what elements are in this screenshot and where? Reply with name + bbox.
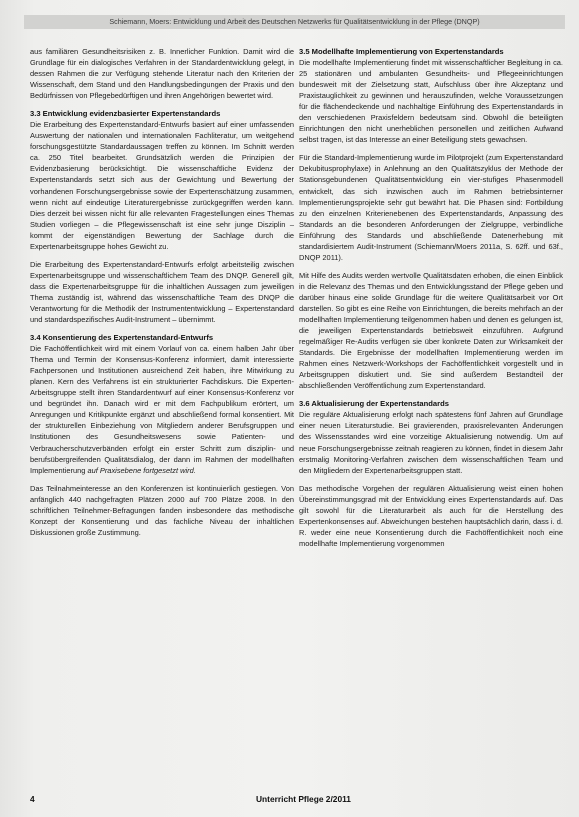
paragraph: Die reguläre Aktualisierung erfolgt nach spätestens fünf Jahren auf Grundlage einer neuen Literaturstudie. Bei gravierenden, praxisrelevanten Änderungen des Wissensstandes wird eine vorzeitige Aktualisierung notwendig. Um auf neue Forschungsergebnisse zeitnah reagieren zu können, findet in diesem Jahr erstmalig Monitoring-Verfahren zwischen dem wissenschaftlichen Team und den Mitgliedern der Expertenarbeitsgruppen statt.	[299, 410, 563, 475]
section-heading-3-4: 3.4 Konsentierung des Expertenstandard-Entwurfs	[30, 333, 214, 343]
paragraph: Die Erarbeitung des Expertenstandard-Entwurfs erfolgt arbeitsteilig zwischen Expertenarbeitsgruppe und wissenschaftlichem Team des DNQP. Generell gilt, dass die Expertenarbeitsgruppe für die inhaltlichen Aussagen zum jeweiligen Thema zuständig ist, während das wissenschaftliche Team des DNQP die Verantwortung für die Methodik der Instrumententwicklung – Expertenstandard und standardspezifisches Audit-Instrument – übernimmt.	[30, 259, 294, 325]
running-header-text: Schiemann, Moers: Entwicklung und Arbeit des Deutschen Netzwerks für Qualitätsentwicklung in der Pflege (DNQP)	[109, 17, 480, 26]
paragraph: Für die Standard-Implementierung wurde im Pilotprojekt (zum Expertenstandard Dekubitusprophylaxe) in Anlehnung an den Qualitätszyklus der Methode der Stationsgebundenen Qualitätsentwicklung ein vier-stufiges Phasenmodell entwickelt, das sich inzwischen auch im Rahmen betriebsinterner Implementierungsprojekte sehr gut bewährt hat. Die Phasen sind: Fortbildung zu den einzelnen Kriterienebenen des Expertenstandards, Anpassung des Standards an die besonderen Anforderungen der Zielgruppe, verbindliche Einführung des Standards und abschließende Datenerhebung mit standardisiertem Audit-Instrument (Schiemann/Moers 2011a, S. 62ff. und 63f., DNQP 2011).	[299, 153, 563, 262]
section-heading-3-3: 3.3 Entwicklung evidenzbasierter Expertenstandards	[30, 109, 221, 119]
paragraph: Das methodische Vorgehen der regulären Aktualisierung weist einen hohen Übereinstimmungsgrad mit der Entwicklung eines Expertenstandards auf. Das gilt sowohl für die Literaturarbeit als auch für die Herstellung des Expertenkonsenses auf. Abweichungen bestehen hauptsächlich darin, dass i. d. R. weder eine neue Konsentierung durch die Fachöffentlichkeit noch eine modellhafte Implementierung vorgenommen	[299, 483, 563, 548]
paragraph: aus familiären Gesundheitsrisiken z. B. Innerlicher Funktion. Damit wird die Grundlage für ein dialogisches Verfahren in der Standardentwicklung gelegt, in dessen Rahmen die zur Verfügung stehende Literatur nach den Kriterien der Wissenschaft, dem Stand und den Handlungsbedingungen der Praxis und den Bedürfnissen von Pflegebedürftigen und ihren Angehörigen bewertet wird.	[30, 47, 294, 101]
paragraph: Die Erarbeitung des Expertenstandard-Entwurfs basiert auf einer umfassenden Auswertung der nationalen und internationalen Fachliteratur, um weitgehend forschungsgestützte Standardaussagen treffen zu können. Im Schnitt werden ca. 250 Titel bearbeitet. Grundsätzlich werden die Prinzipien der Evidenzbasierung berücksichtigt. Die wissenschaftliche Evidenz der Expertenstandards setzt sich aus der Gewichtung und Bewertung der vorhandenen Forschungsergebnisse sowie der Expertenschätzung zusammen, wenn nicht auf eindeutige Literaturergebnisse zurückgegriffen werden kann. Dies derzeit bei wissen nicht für alle relevanten Fragestellungen eines Themas Studien vorliegen – die Pflegewissenschaft ist eine sehr junge Disziplin – kommt der eigenständigen Bewertung der Sachlage durch die Expertenarbeitsgruppe hohes Gewicht zu.	[30, 120, 294, 251]
journal-issue: Unterricht Pflege 2/2011	[256, 794, 351, 804]
paragraph: Das Teilnahmeinteresse an den Konferenzen ist kontinuierlich gestiegen. Von anfänglich 440 nachgefragten Plätzen 2000 auf 700 Plätze 2008. In den schriftlichen Teilnehmer-Befragungen fanden insbesondere das methodische Konzept der Konsentierung und das fachliche Niveau der inhaltlichen Diskussionen große Zustimmung.	[30, 483, 294, 537]
section-heading-3-5: 3.5 Modellhafte Implementierung von Expertenstandards	[299, 47, 504, 56]
paragraph	[30, 343, 294, 476]
emphasis-text: auf Praxisebene fortgesetzt wird.	[87, 465, 196, 475]
running-header	[24, 15, 565, 29]
page-footer	[30, 792, 559, 806]
paragraph: Mit Hilfe des Audits werden wertvolle Qualitätsdaten erhoben, die einen Einblick in die Relevanz des Themas und den Entwicklungsstand der Pflege geben und darüber hinaus eine solide Grundlage für die weitere Qualitätsarbeit vor Ort darstellen. So gibt es eine Reihe von Einrichtungen, die bereits mehrfach an der modellhaften Implementierung teilgenommen haben und denen es gelungen ist, die jeweiligen Expertenstandards betriebsweit einzuführen. Aufgrund regelmäßiger Re-Audits verfügen sie über konkrete Daten zur Wirksamkeit der Standards. Die Ergebnisse der modellhaften Implementierung werden im Rahmen eines Netzwerk-Workshops der Fachöffentlichkeit vorgestellt und in Arbeitsgruppen diskutiert und. Sie sind außerdem Bestandteil der abschließenden Veröffentlichung zum Expertenstandard.	[299, 270, 563, 391]
paragraph: Die modellhafte Implementierung findet mit wissenschaftlicher Begleitung in ca. 25 stationären und ambulanten Gesundheits- und Pflegeeinrichtungen bundesweit mit der Zielsetzung statt, Aufschluss über ihre Akzeptanz und Praxistauglichkeit zu gewinnen und herauszufinden, welche Voraussetzungen für die flächendeckende und nachhaltige Einführung des Expertenstandards in den verschiedenen Praxisfeldern bedeutsam sind. Obwohl die beteiligten Einrichtungen den nicht unerheblichen personellen und zeitlichen Aufwand selbst tragen, ist das Interesse an einer Beteiligung stets gewachsen.	[299, 58, 563, 145]
page-number: 4	[30, 794, 35, 804]
left-column	[30, 46, 294, 545]
paragraph-text: Die Fachöffentlichkeit wird mit einem Vorlauf von ca. einem halben Jahr über Thema und Termin der Konsensus-Konferenz informiert, damit interessierte Fachpersonen und Institutionen ausreichend Zeit haben, ihre Mitwirkung zu planen. Kern des Verfahrens ist ein strukturierter Fachdiskurs. Die Experten-Arbeitsgruppe stellt ihren Standardentwurf auf einer Konsensus-Konferenz vor und begründet ihn. Danach wird er mit dem Fachpublikum erörtert, um Anregungen und Kritikpunkte ergänzt und abschließend formal konsentiert. Mit der strukturellen Einbeziehung von Mitgliedern anderer Berufsgruppen und Institutionen des Gesundheitswesens sowie Patienten- und Verbraucherschutzverbänden erfolgt ein erster Schritt zum disziplin- und berufsübergreifenden Qualitätsdialog, der dann im Rahmen der modellhaften Implementierung	[30, 344, 294, 475]
section-heading-3-6: 3.6 Aktualisierung der Expertenstandards	[299, 399, 449, 409]
right-column	[299, 46, 563, 556]
